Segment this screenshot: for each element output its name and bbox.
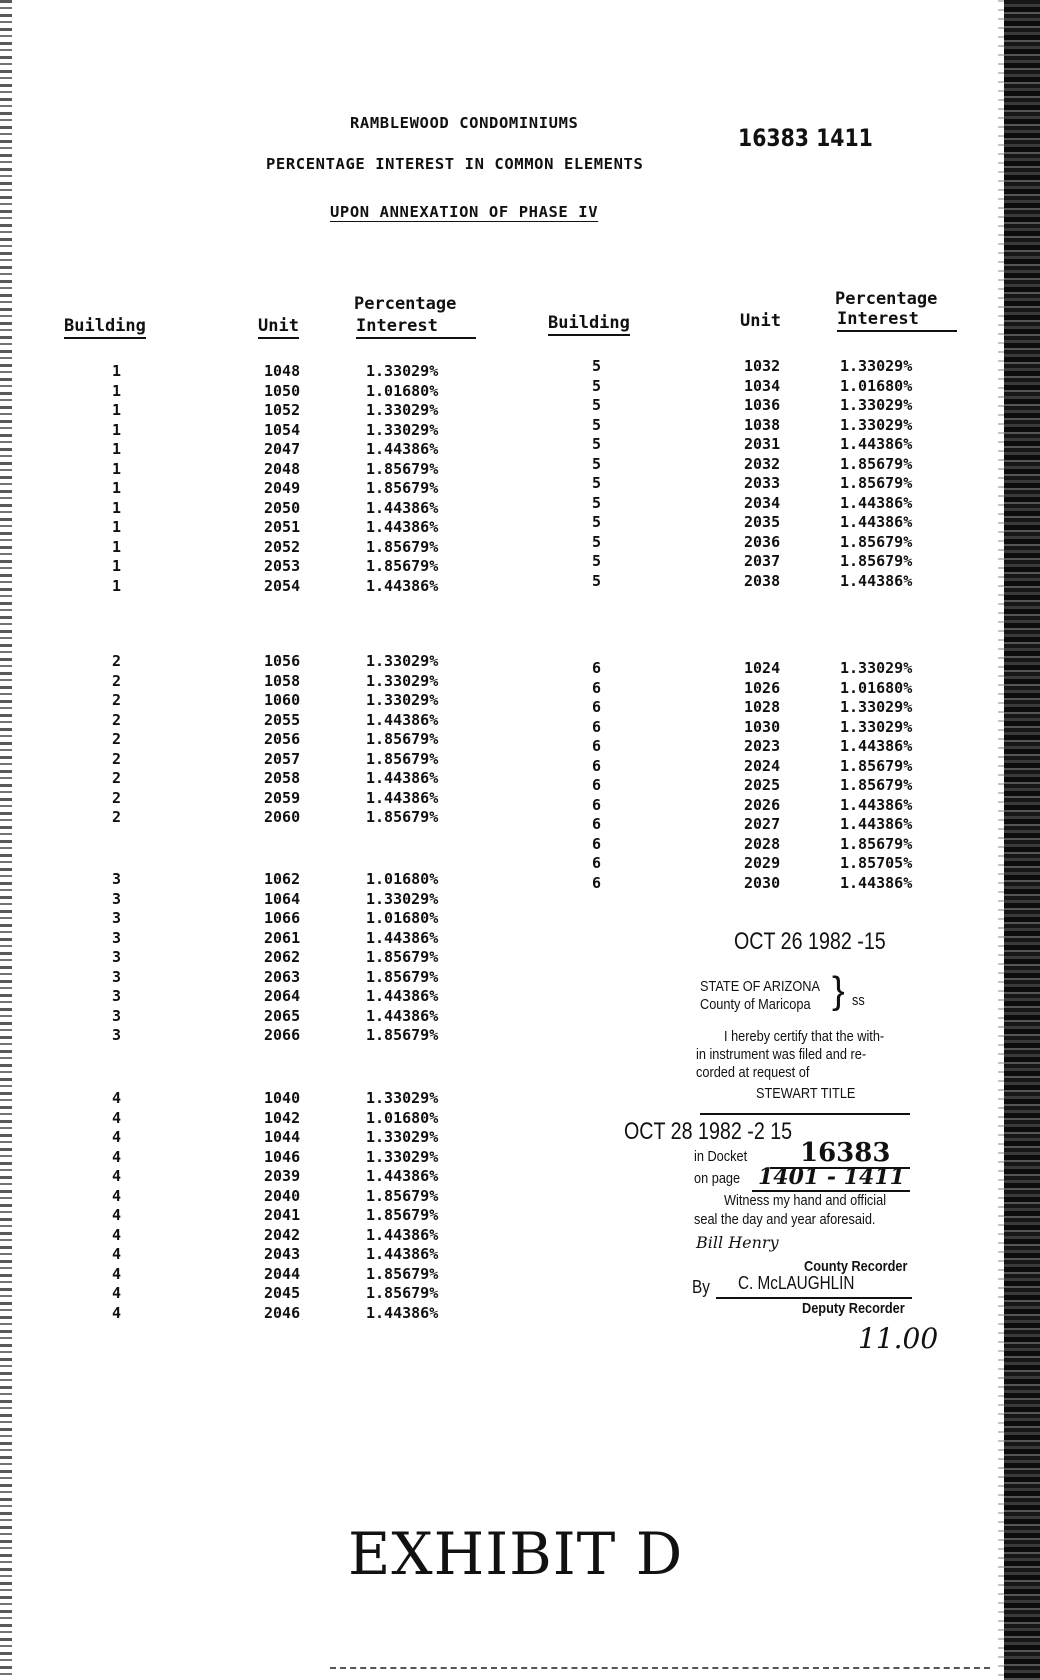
building-cell: 3 (112, 967, 122, 986)
percentage-cell: 1.44386% (366, 987, 439, 1005)
unit-cell: 2062 (264, 948, 301, 966)
building-cell: 6 (592, 795, 602, 814)
unit-cell: 2058 (264, 769, 301, 787)
unit-cell: 1040 (264, 1089, 301, 1107)
building-cell: 2 (112, 652, 122, 670)
building-cell: 6 (592, 737, 602, 755)
building-cell: 1 (112, 479, 122, 497)
building-cell: 3 (112, 1006, 122, 1025)
deputy-name: C. McLAUGHLIN (738, 1273, 855, 1293)
percentage-cell: 1.44386% (840, 815, 913, 833)
percentage-cell: 1.85679% (366, 749, 439, 768)
unit-cell: 2051 (264, 518, 301, 536)
percentage-cell: 1.44386% (366, 440, 439, 458)
building-cell: 4 (112, 1225, 122, 1244)
building-cell: 1 (112, 557, 122, 575)
header-unit-left: Unit (258, 318, 299, 339)
building-cell: 6 (592, 854, 602, 872)
building-cell: 4 (112, 1089, 122, 1107)
percentage-cell: 1.33029% (840, 717, 913, 736)
unit-cell: 2065 (264, 1006, 301, 1025)
unit-cell: 2032 (744, 454, 781, 473)
unit-cell: 2063 (264, 967, 301, 986)
unit-cell: 1046 (264, 1147, 301, 1166)
percentage-cell: 1.44386% (366, 576, 439, 595)
percentage-cell: 1.33029% (366, 652, 439, 670)
stamp-brace: } (832, 970, 845, 1012)
unit-cell: 2030 (744, 873, 781, 892)
building-cell: 5 (592, 532, 602, 551)
building-cell: 3 (112, 909, 122, 927)
by-label: By (692, 1277, 710, 1297)
building-cell: 5 (592, 454, 602, 473)
building-cell: 6 (592, 834, 602, 853)
unit-cell: 2066 (264, 1026, 301, 1044)
percentage-cell: 1.33029% (840, 396, 913, 414)
deputy-line (716, 1297, 912, 1299)
building-cell: 5 (592, 415, 602, 434)
building-cell: 5 (592, 474, 602, 492)
percentage-cell: 1.01680% (366, 870, 439, 888)
percentage-cell: 1.44386% (840, 513, 913, 531)
stamp-date-filed: OCT 28 1982 -2 15 (624, 1118, 793, 1145)
percentage-cell: 1.85679% (840, 776, 913, 794)
percentage-cell: 1.44386% (840, 435, 913, 453)
percentage-cell: 1.85679% (840, 454, 913, 473)
unit-cell: 2046 (264, 1303, 301, 1322)
document-number: 16383 1411 (738, 124, 873, 152)
percentage-cell: 1.33029% (366, 671, 439, 690)
percentage-cell: 1.44386% (366, 1303, 439, 1322)
stamp-county: County of Maricopa (700, 996, 811, 1013)
exhibit-label: EXHIBIT D (348, 1520, 684, 1588)
percentage-cell: 1.85679% (840, 756, 913, 775)
cert-line-3: corded at request of (696, 1064, 810, 1081)
building-cell: 6 (592, 698, 602, 716)
percentage-cell: 1.85679% (366, 557, 439, 575)
building-cell: 1 (112, 518, 122, 536)
building-cell: 4 (112, 1245, 122, 1263)
unit-cell: 1054 (264, 420, 301, 439)
unit-cell: 2039 (264, 1167, 301, 1185)
header-building-right: Building (548, 315, 630, 336)
witness-line-2: seal the day and year aforesaid. (694, 1211, 876, 1228)
building-cell: 4 (112, 1206, 122, 1224)
percentage-cell: 1.85679% (840, 552, 913, 570)
percentage-cell: 1.44386% (840, 795, 913, 814)
unit-cell: 1026 (744, 678, 781, 697)
unit-cell: 2060 (264, 808, 301, 826)
building-cell: 5 (592, 513, 602, 531)
unit-cell: 1048 (264, 362, 301, 380)
title-annexation: UPON ANNEXATION OF PHASE IV (330, 203, 599, 221)
percentage-cell: 1.85679% (366, 1026, 439, 1044)
scan-edge-right (1004, 0, 1040, 1680)
stamp-state: STATE OF ARIZONA (700, 978, 820, 995)
unit-cell: 2041 (264, 1206, 301, 1224)
percentage-cell: 1.85679% (366, 948, 439, 966)
percentage-cell: 1.44386% (840, 873, 913, 892)
building-cell: 1 (112, 440, 122, 458)
unit-cell: 1062 (264, 870, 301, 888)
percentage-cell: 1.33029% (840, 698, 913, 716)
building-cell: 1 (112, 576, 122, 595)
unit-cell: 1052 (264, 401, 301, 419)
witness-line-1: Witness my hand and official (724, 1192, 887, 1209)
building-cell: 5 (592, 493, 602, 512)
stamp-ss: ss (852, 992, 865, 1009)
percentage-cell: 1.85679% (366, 537, 439, 556)
unit-cell: 2057 (264, 749, 301, 768)
percentage-cell: 1.85679% (366, 1186, 439, 1205)
unit-cell: 1034 (744, 376, 781, 395)
percentage-cell: 1.44386% (366, 928, 439, 947)
unit-cell: 2033 (744, 474, 781, 492)
scan-edge-left (0, 0, 12, 1680)
unit-cell: 2049 (264, 479, 301, 497)
recorder-title: County Recorder (804, 1258, 908, 1275)
unit-cell: 1024 (744, 659, 781, 677)
header-unit-right: Unit (740, 311, 781, 331)
percentage-cell: 1.33029% (366, 1128, 439, 1146)
unit-cell: 1032 (744, 357, 781, 375)
cert-line-2: in instrument was filed and re- (696, 1046, 867, 1063)
unit-cell: 1060 (264, 691, 301, 709)
percentage-cell: 1.33029% (366, 691, 439, 709)
deputy-title: Deputy Recorder (802, 1300, 905, 1317)
header-interest-left: Interest (356, 318, 476, 339)
building-cell: 4 (112, 1264, 122, 1283)
percentage-cell: 1.33029% (366, 889, 439, 908)
unit-cell: 1056 (264, 652, 301, 670)
page-numbers: 1401 - 1411 (758, 1164, 905, 1190)
recording-fee: 11.00 (858, 1322, 939, 1355)
building-cell: 6 (592, 756, 602, 775)
building-cell: 6 (592, 815, 602, 833)
unit-cell: 1044 (264, 1128, 301, 1146)
percentage-cell: 1.85679% (840, 474, 913, 492)
percentage-cell: 1.44386% (840, 737, 913, 755)
unit-cell: 2061 (264, 928, 301, 947)
building-cell: 1 (112, 401, 122, 419)
recorder-signature: Bill Henry (696, 1233, 779, 1252)
percentage-cell: 1.85679% (840, 834, 913, 853)
percentage-cell: 1.33029% (366, 1147, 439, 1166)
unit-cell: 2050 (264, 498, 301, 517)
unit-cell: 2047 (264, 440, 301, 458)
building-cell: 1 (112, 459, 122, 478)
building-cell: 5 (592, 435, 602, 453)
docket-label: in Docket (694, 1148, 748, 1165)
unit-cell: 1050 (264, 381, 301, 400)
percentage-cell: 1.85679% (366, 459, 439, 478)
header-interest-right: Interest (837, 311, 957, 332)
percentage-cell: 1.33029% (840, 357, 913, 375)
percentage-cell: 1.33029% (840, 415, 913, 434)
unit-cell: 2035 (744, 513, 781, 531)
unit-cell: 2054 (264, 576, 301, 595)
header-percentage-left: Percentage (354, 294, 457, 314)
percentage-cell: 1.01680% (366, 1108, 439, 1127)
building-cell: 2 (112, 769, 122, 787)
building-cell: 2 (112, 808, 122, 826)
building-cell: 1 (112, 381, 122, 400)
unit-cell: 2037 (744, 552, 781, 570)
percentage-cell: 1.33029% (366, 420, 439, 439)
building-cell: 4 (112, 1186, 122, 1205)
unit-cell: 1038 (744, 415, 781, 434)
title-condominiums: RAMBLEWOOD CONDOMINIUMS (350, 114, 579, 132)
building-cell: 4 (112, 1167, 122, 1185)
building-cell: 6 (592, 717, 602, 736)
requester-line (700, 1113, 910, 1115)
percentage-cell: 1.01680% (840, 678, 913, 697)
unit-cell: 2036 (744, 532, 781, 551)
building-cell: 2 (112, 788, 122, 807)
building-cell: 3 (112, 1026, 122, 1044)
percentage-cell: 1.44386% (366, 498, 439, 517)
building-cell: 3 (112, 889, 122, 908)
percentage-cell: 1.44386% (840, 571, 913, 590)
unit-cell: 2059 (264, 788, 301, 807)
percentage-cell: 1.85679% (366, 1284, 439, 1302)
header-percentage-right: Percentage (835, 289, 938, 309)
building-cell: 5 (592, 357, 602, 375)
unit-cell: 2055 (264, 710, 301, 729)
percentage-cell: 1.44386% (366, 1245, 439, 1263)
unit-cell: 2026 (744, 795, 781, 814)
building-cell: 2 (112, 710, 122, 729)
percentage-cell: 1.33029% (366, 401, 439, 419)
unit-cell: 1030 (744, 717, 781, 736)
percentage-cell: 1.85679% (366, 1206, 439, 1224)
percentage-cell: 1.44386% (840, 493, 913, 512)
building-cell: 2 (112, 691, 122, 709)
building-cell: 1 (112, 420, 122, 439)
unit-cell: 2023 (744, 737, 781, 755)
building-cell: 5 (592, 376, 602, 395)
unit-cell: 2064 (264, 987, 301, 1005)
unit-cell: 2052 (264, 537, 301, 556)
unit-cell: 2027 (744, 815, 781, 833)
bottom-edge-rule (330, 1667, 990, 1669)
percentage-cell: 1.85679% (366, 967, 439, 986)
building-cell: 1 (112, 362, 122, 380)
percentage-cell: 1.44386% (366, 769, 439, 787)
percentage-cell: 1.85679% (366, 808, 439, 826)
building-cell: 1 (112, 537, 122, 556)
building-cell: 4 (112, 1128, 122, 1146)
unit-cell: 2038 (744, 571, 781, 590)
unit-cell: 2042 (264, 1225, 301, 1244)
unit-cell: 2043 (264, 1245, 301, 1263)
unit-cell: 2044 (264, 1264, 301, 1283)
percentage-cell: 1.85679% (840, 532, 913, 551)
building-cell: 5 (592, 571, 602, 590)
cert-line-1: I hereby certify that the with- (724, 1028, 885, 1045)
unit-cell: 2053 (264, 557, 301, 575)
building-cell: 6 (592, 678, 602, 697)
percentage-cell: 1.01680% (366, 909, 439, 927)
unit-cell: 2034 (744, 493, 781, 512)
building-cell: 2 (112, 671, 122, 690)
percentage-cell: 1.44386% (366, 1225, 439, 1244)
building-cell: 6 (592, 873, 602, 892)
unit-cell: 1064 (264, 889, 301, 908)
percentage-cell: 1.44386% (366, 710, 439, 729)
percentage-cell: 1.85679% (366, 479, 439, 497)
page-label: on page (694, 1170, 741, 1187)
unit-cell: 2029 (744, 854, 781, 872)
building-cell: 2 (112, 730, 122, 748)
unit-cell: 2045 (264, 1284, 301, 1302)
unit-cell: 1058 (264, 671, 301, 690)
unit-cell: 1028 (744, 698, 781, 716)
unit-cell: 2048 (264, 459, 301, 478)
header-building-left: Building (64, 318, 146, 339)
percentage-cell: 1.33029% (366, 1089, 439, 1107)
building-cell: 4 (112, 1147, 122, 1166)
unit-cell: 2056 (264, 730, 301, 748)
building-cell: 6 (592, 659, 602, 677)
percentage-cell: 1.33029% (840, 659, 913, 677)
percentage-cell: 1.85679% (366, 1264, 439, 1283)
percentage-cell: 1.44386% (366, 1167, 439, 1185)
building-cell: 3 (112, 948, 122, 966)
building-cell: 4 (112, 1108, 122, 1127)
building-cell: 4 (112, 1303, 122, 1322)
stamp-date-top: OCT 26 1982 -15 (734, 928, 886, 955)
docket-number: 16383 (800, 1138, 891, 1168)
unit-cell: 2024 (744, 756, 781, 775)
building-cell: 3 (112, 928, 122, 947)
unit-cell: 1042 (264, 1108, 301, 1127)
stamp-requester: STEWART TITLE (756, 1085, 856, 1102)
unit-cell: 1066 (264, 909, 301, 927)
unit-cell: 2040 (264, 1186, 301, 1205)
percentage-cell: 1.85679% (366, 730, 439, 748)
unit-cell: 2028 (744, 834, 781, 853)
building-cell: 5 (592, 552, 602, 570)
building-cell: 1 (112, 498, 122, 517)
percentage-cell: 1.33029% (366, 362, 439, 380)
percentage-cell: 1.01680% (840, 376, 913, 395)
building-cell: 3 (112, 870, 122, 888)
unit-cell: 1036 (744, 396, 781, 414)
building-cell: 3 (112, 987, 122, 1005)
percentage-cell: 1.44386% (366, 788, 439, 807)
building-cell: 5 (592, 396, 602, 414)
title-percentage-interest: PERCENTAGE INTEREST IN COMMON ELEMENTS (266, 155, 644, 173)
building-cell: 4 (112, 1284, 122, 1302)
percentage-cell: 1.44386% (366, 1006, 439, 1025)
unit-cell: 2031 (744, 435, 781, 453)
building-cell: 2 (112, 749, 122, 768)
percentage-cell: 1.44386% (366, 518, 439, 536)
percentage-cell: 1.85705% (840, 854, 913, 872)
unit-cell: 2025 (744, 776, 781, 794)
percentage-cell: 1.01680% (366, 381, 439, 400)
building-cell: 6 (592, 776, 602, 794)
